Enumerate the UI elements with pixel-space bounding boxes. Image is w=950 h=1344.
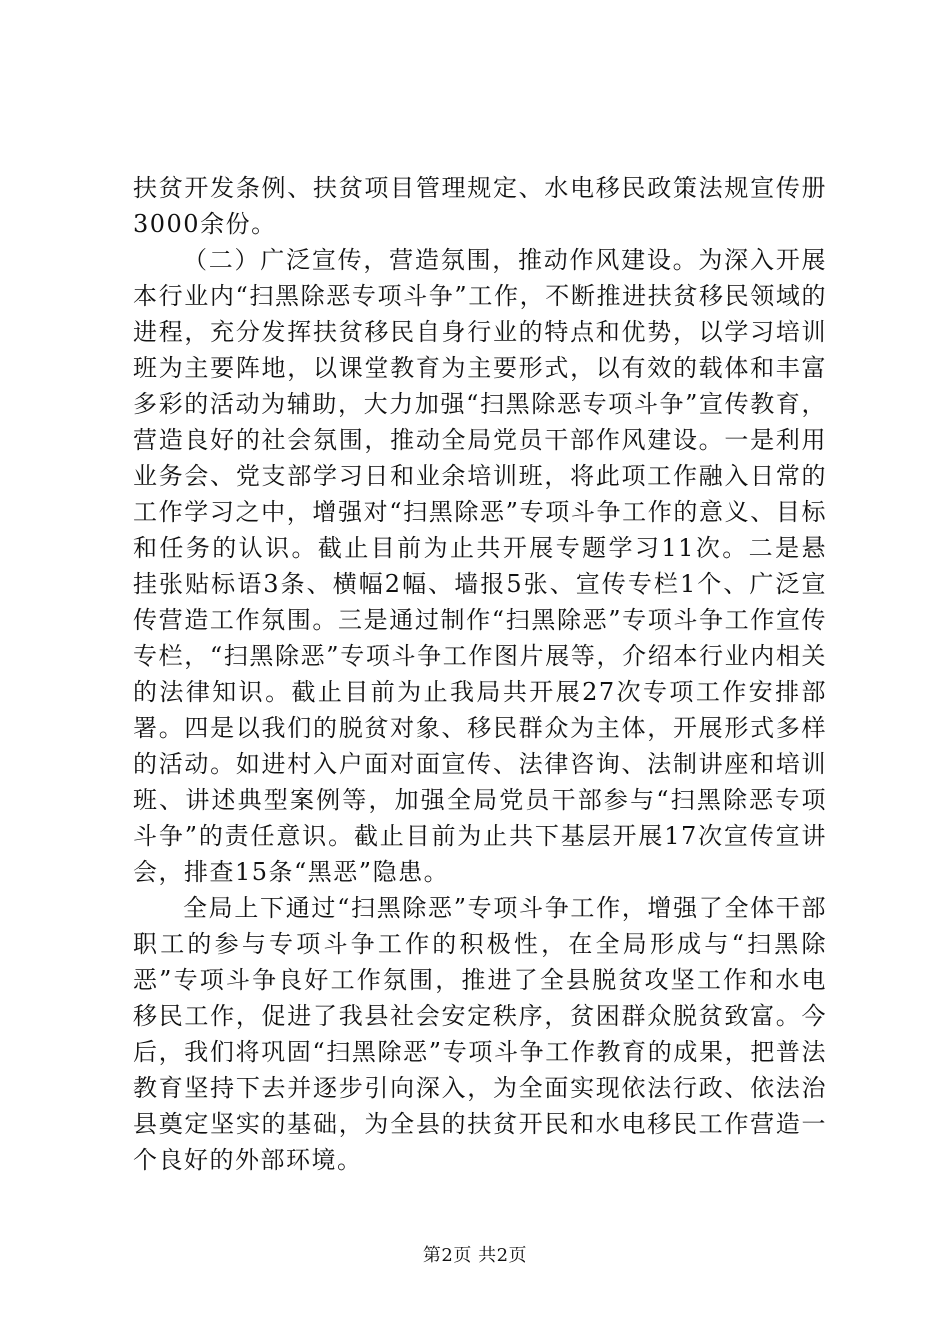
- paragraph-continuation: 扶贫开发条例、扶贫项目管理规定、水电移民政策法规宣传册3000余份。: [133, 174, 827, 238]
- paragraph-section-two: （二）广泛宣传，营造氛围，推动作风建设。为深入开展本行业内“扫黑除恶专项斗争”工作，不断推进扶贫移民领域的进程，充分发挥扶贫移民自身行业的特点和优势，以学习培训班为主要阵地，以课堂教育为主要形式，以有效的载体和丰富多彩的活动为辅助，大力加强“扫黑除恶专项斗争”宣传教育，营造良好的社会氛围，推动全局党员干部作风建设。一是利用业务会、党支部学习日和业余培训班，将此项工作融入日常的工作学习之中，增强对“扫黑除恶”专项斗争工作的意义、目标和任务的认识。截止目前为止共开展专题学习11次。二是悬挂张贴标语3条、横幅2幅、墙报5张、宣传专栏1个、广泛宣传营造工作氛围。三是通过制作“扫黑除恶”专项斗争工作宣传专栏，“扫黑除恶”专项斗争工作图片展等，介绍本行业内相关的法律知识。截止目前为止我局共开展27次专项工作安排部署。四是以我们的脱贫对象、移民群众为主体，开展形式多样的活动。如进村入户面对面宣传、法律咨询、法制讲座和培训班、讲述典型案例等，加强全局党员干部参与“扫黑除恶专项斗争”的责任意识。截止目前为止共下基层开展17次宣传宣讲会，排查15条“黑恶”隐患。: [133, 246, 827, 886]
- paragraph-conclusion: 全局上下通过“扫黑除恶”专项斗争工作，增强了全体干部职工的参与专项斗争工作的积极性，在全局形成与“扫黑除恶”专项斗争良好工作氛围，推进了全县脱贫攻坚工作和水电移民工作，促进了我县社会安定秩序，贫困群众脱贫致富。今后，我们将巩固“扫黑除恶”专项斗争工作教育的成果，把普法教育坚持下去并逐步引向深入，为全面实现依法行政、依法治县奠定坚实的基础，为全县的扶贫开民和水电移民工作营造一个良好的外部环境。: [133, 894, 827, 1174]
- document-body: [133, 170, 827, 1178]
- page-footer: 第2页 共2页: [422, 1245, 528, 1266]
